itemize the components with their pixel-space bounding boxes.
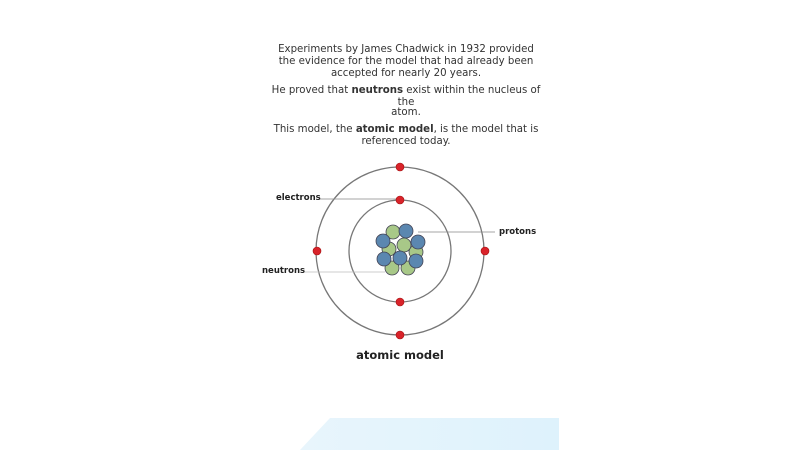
protons-label: protons — [499, 227, 537, 237]
p3-text-after: , is the model that is referenced today. — [361, 124, 539, 147]
proton — [377, 252, 391, 266]
electron — [396, 196, 404, 204]
electron — [481, 247, 489, 255]
neutrons-paragraph-tail: atom. — [391, 107, 421, 118]
p3-bold: atomic model — [355, 124, 434, 135]
proton — [393, 251, 407, 265]
electron — [396, 298, 404, 306]
neutron — [397, 238, 411, 252]
proton — [411, 235, 425, 249]
proton — [376, 234, 390, 248]
p2-text-after: exist within the nucleus of the — [397, 85, 541, 108]
p2-bold: neutrons — [351, 85, 404, 96]
diagram-caption: atomic model — [356, 348, 444, 362]
p3-text: This model, the — [273, 124, 356, 135]
intro-paragraph: Experiments by James Chadwick in 1932 provided the evidence for the model that had already been accepted for nearly 20 years. — [278, 44, 534, 79]
electron — [396, 331, 404, 339]
bottom-banner-shape — [300, 418, 559, 450]
nucleus — [376, 224, 425, 275]
proton — [409, 254, 423, 268]
neutrons-label: neutrons — [262, 266, 306, 276]
electron — [396, 163, 404, 171]
proton — [399, 224, 413, 238]
p2-text: He proved that — [271, 85, 352, 96]
electron — [313, 247, 321, 255]
electrons-label: electrons — [276, 193, 321, 203]
